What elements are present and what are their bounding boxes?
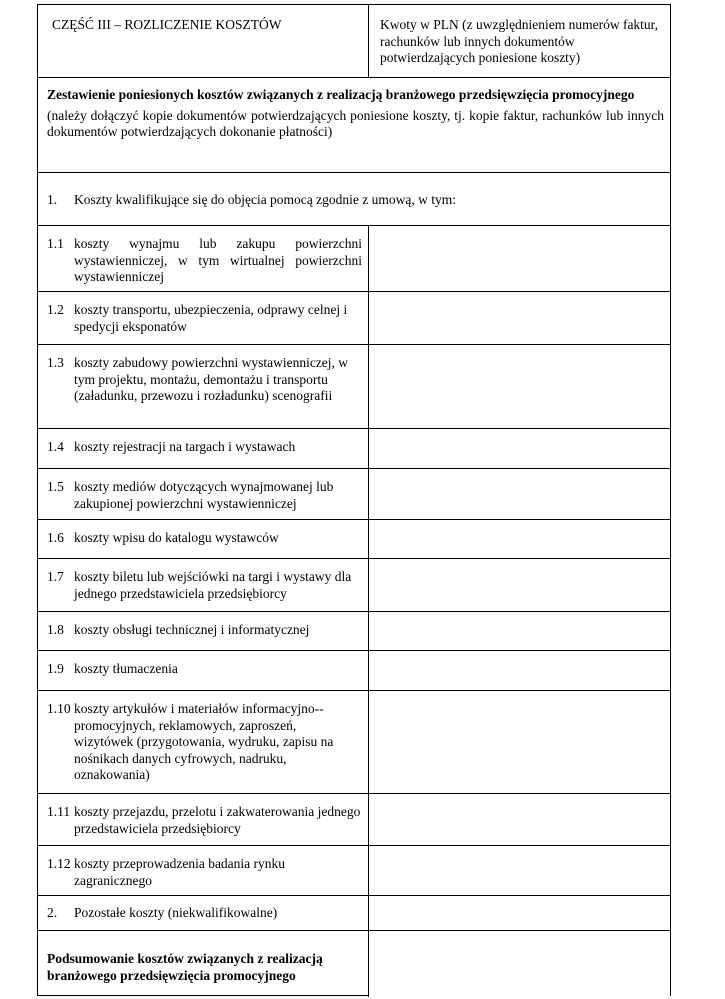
item-label: koszty artykułów i materiałów informacyjno--promocyjnych, reklamowych, zaproszeń, wizytówek (przygotowania, wydruku, zapisu na nośnikach danych cyfrowych, nadruku, oznakowania) (74, 701, 334, 782)
item-number: 1.10 (47, 701, 71, 716)
total-row (38, 931, 670, 997)
section-1-row (38, 173, 670, 226)
summary-note: (należy dołączyć kopie dokumentów potwierdzających poniesione koszty, tj. kopie faktur, rachunków lub innych dokumentów potwierdzających dokonanie płatności) (47, 107, 664, 139)
item-1-9-amount-field[interactable] (368, 651, 670, 690)
table-row (38, 794, 670, 846)
intro-text-block (47, 87, 664, 141)
item-label: koszty tłumaczenia (74, 661, 178, 676)
item-1-1-amount-field[interactable] (368, 226, 670, 291)
item-label: koszty rejestracji na targach i wystawach (74, 439, 296, 454)
item-number: 1.5 (47, 479, 64, 494)
item-1-12-amount-field[interactable] (368, 846, 670, 895)
item-1-11-label-cell (38, 794, 368, 845)
amount-column-title: Kwoty w PLN (z uwzględnieniem numerów faktur, rachunków lub innych dokumentów potwierdzających poniesione koszty) (380, 17, 659, 65)
item-1-2-label-cell (38, 292, 368, 344)
table-row (38, 345, 670, 429)
section-2-number: 2. (47, 905, 58, 920)
item-number: 1.8 (47, 622, 64, 637)
item-label: koszty wpisu do katalogu wystawców (74, 530, 279, 545)
table-row (38, 469, 670, 520)
item-label: koszty przeprowadzenia badania rynku zagranicznego (74, 856, 286, 888)
item-1-12-label-cell (38, 846, 368, 895)
item-label: koszty przejazdu, przelotu i zakwaterowania jednego przedstawiciela przedsiębiorcy (74, 804, 361, 836)
table-row (38, 651, 670, 691)
section-2-label: Pozostałe koszty (niekwalifikowalne) (74, 905, 278, 920)
item-label: koszty wynajmu lub zakupu powierzchni wystawienniczej, w tym wirtualnej powierzchni wystawienniczej (74, 236, 362, 284)
header-right-cell (368, 5, 670, 77)
table-row (38, 612, 670, 651)
item-1-2-amount-field[interactable] (368, 292, 670, 344)
table-row (38, 226, 670, 292)
item-1-5-amount-field[interactable] (368, 469, 670, 519)
item-number: 1.6 (47, 530, 64, 545)
item-label: koszty transportu, ubezpieczenia, odprawy celnej i spedycji eksponatów (74, 302, 348, 334)
item-label: koszty zabudowy powierzchni wystawienniczej, w tym projektu, montażu, demontażu i transportu (załadunku, przewozu i rozładunku) scenografii (74, 355, 349, 403)
table-row (38, 429, 670, 469)
item-1-11-amount-field[interactable] (368, 794, 670, 845)
item-number: 1.3 (47, 355, 64, 370)
item-1-8-amount-field[interactable] (368, 612, 670, 650)
section-2-amount-field[interactable] (368, 896, 670, 930)
table-row (38, 846, 670, 896)
item-1-7-label-cell (38, 559, 368, 611)
table-row (38, 559, 670, 612)
total-label-cell (38, 931, 368, 997)
item-1-6-amount-field[interactable] (368, 520, 670, 558)
section-1-number: 1. (47, 192, 58, 207)
total-amount-field[interactable] (368, 931, 670, 997)
total-label: Podsumowanie kosztów związanych z realizacją branżowego przedsięwzięcia promocyjnego (47, 951, 323, 983)
section-2-row (38, 896, 670, 931)
item-label: koszty mediów dotyczących wynajmowanej lub zakupionej powierzchni wystawienniczej (74, 479, 334, 511)
section-1-label: Koszty kwalifikujące się do objęcia pomocą zgodnie z umową, w tym: (74, 192, 457, 207)
cost-settlement-form (37, 4, 671, 996)
table-row (38, 292, 670, 345)
item-1-4-label-cell (38, 429, 368, 468)
item-number: 1.1 (47, 236, 64, 251)
item-label: koszty biletu lub wejściówki na targi i wystawy dla jednego przedstawiciela przedsiębiorcy (74, 569, 352, 601)
section-title: CZĘŚĆ III – ROZLICZENIE KOSZTÓW (52, 17, 282, 32)
item-number: 1.11 (47, 804, 71, 819)
item-1-5-label-cell (38, 469, 368, 519)
item-1-10-amount-field[interactable] (368, 691, 670, 793)
item-number: 1.9 (47, 661, 64, 676)
item-1-6-label-cell (38, 520, 368, 558)
item-1-4-amount-field[interactable] (368, 429, 670, 468)
item-1-7-amount-field[interactable] (368, 559, 670, 611)
item-1-3-label-cell (38, 345, 368, 428)
item-label: koszty obsługi technicznej i informatycznej (74, 622, 310, 637)
item-1-3-amount-field[interactable] (368, 345, 670, 428)
item-number: 1.12 (47, 856, 71, 871)
table-row (38, 520, 670, 559)
item-number: 1.2 (47, 302, 64, 317)
header-row (38, 5, 670, 78)
item-number: 1.7 (47, 569, 64, 584)
item-1-1-label-cell (38, 226, 368, 291)
summary-heading: Zestawienie poniesionych kosztów związanych z realizacją branżowego przedsięwzięcia promocyjnego (47, 87, 635, 102)
item-1-9-label-cell (38, 651, 368, 690)
item-1-8-label-cell (38, 612, 368, 650)
intro-row (38, 78, 670, 173)
table-row (38, 691, 670, 794)
item-number: 1.4 (47, 439, 64, 454)
header-left-cell (38, 5, 368, 77)
item-1-10-label-cell (38, 691, 368, 793)
section-2-label-cell (38, 896, 368, 930)
